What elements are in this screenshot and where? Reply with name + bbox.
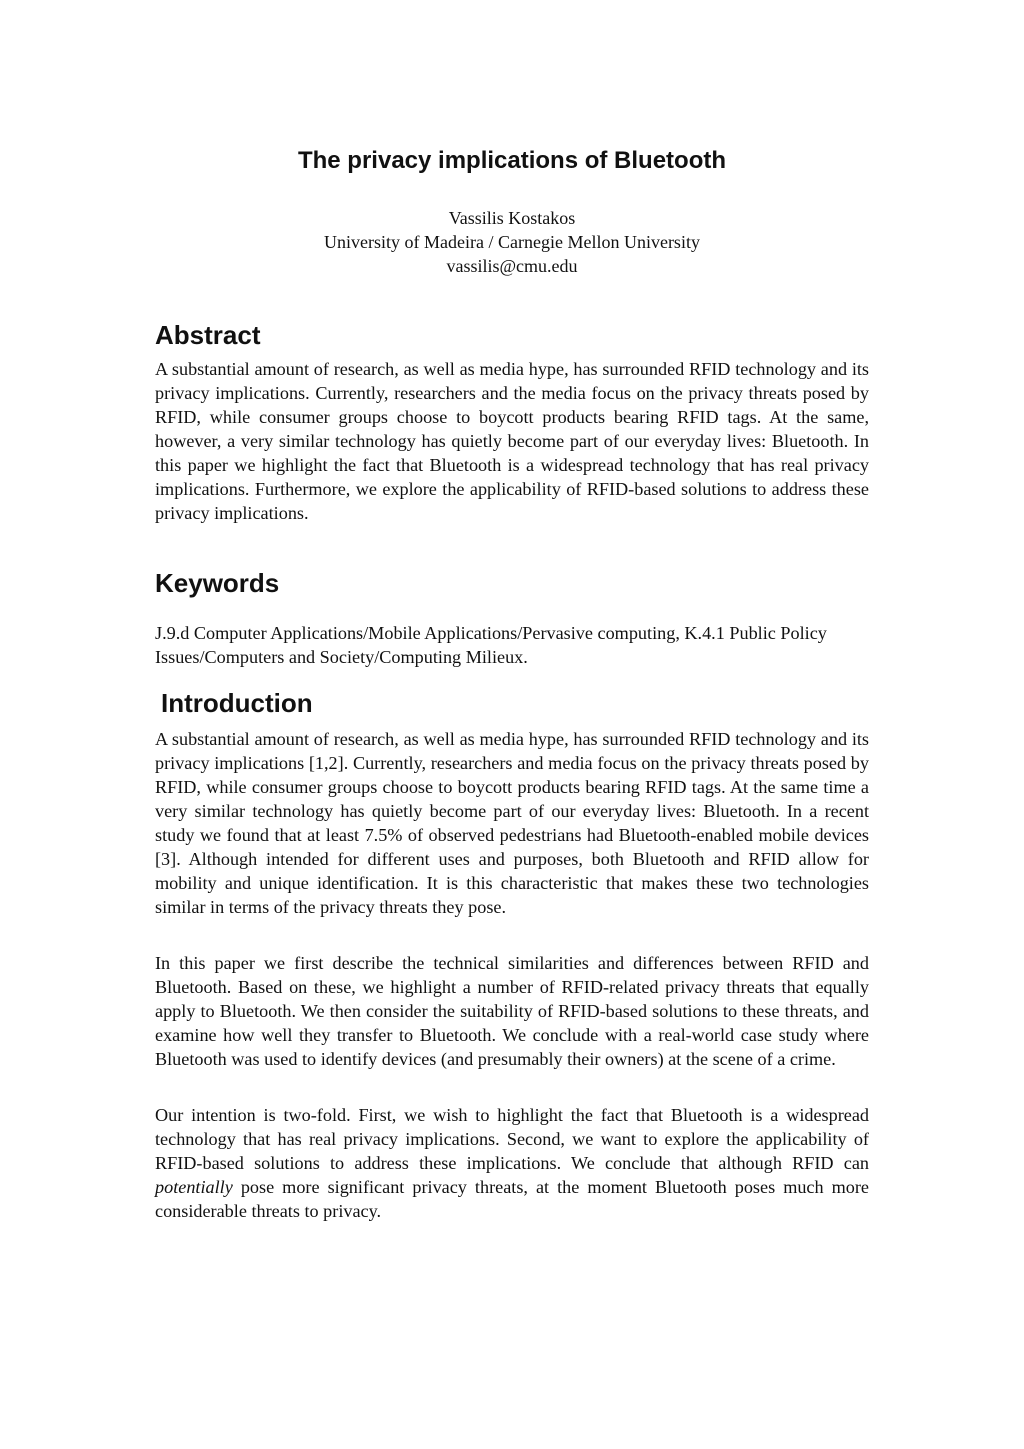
introduction-heading: Introduction (161, 688, 313, 718)
abstract-heading: Abstract (155, 320, 261, 350)
keywords-heading: Keywords (155, 568, 280, 598)
introduction-paragraph-3-part-2: pose more significant privacy threats, at the moment Bluetooth poses much more considerable threats to privacy. (155, 1177, 869, 1221)
abstract-text: A substantial amount of research, as well as media hype, has surrounded RFID technology and its privacy implications. Currently, researchers and the media focus on the privacy threats posed by RFID, while consumer groups choose to boycott products bearing RFID tags. At the same, however, a very similar technology has quietly become part of our everyday lives: Bluetooth. In this paper we highlight the fact that Bluetooth is a widespread technology that has real privacy implications. Furthermore, we explore the applicability of RFID-based solutions to address these privacy implications. (155, 359, 869, 523)
author-email: vassilis@cmu.edu (446, 256, 578, 276)
author-block (0, 206, 1024, 278)
introduction-paragraph-3-part-1: Our intention is two-fold. First, we wish to highlight the fact that Bluetooth is a widespread technology that has real privacy implications. Second, we want to explore the applicability of RFID-based solutions to address these implications. We conclude that although RFID can (155, 1105, 869, 1173)
introduction-paragraph-2: In this paper we first describe the technical similarities and differences between RFID and Bluetooth. Based on these, we highlight a number of RFID-related privacy threats that equally apply to Bluetooth. We then consider the suitability of RFID-based solutions to these threats, and examine how well they transfer to Bluetooth. We conclude with a real-world case study where Bluetooth was used to identify devices (and presumably their owners) at the scene of a crime. (155, 953, 869, 1069)
author-affiliation: University of Madeira / Carnegie Mellon University (324, 232, 700, 252)
introduction-paragraph-3 (155, 1103, 869, 1223)
keywords-text: J.9.d Computer Applications/Mobile Applications/Pervasive computing, K.4.1 Public Policy Issues/Computers and Society/Computing Milieux. (155, 623, 827, 667)
author-name: Vassilis Kostakos (448, 208, 576, 228)
paper-title: The privacy implications of Bluetooth (297, 147, 727, 174)
introduction-paragraph-1: A substantial amount of research, as well as media hype, has surrounded RFID technology and its privacy implications [1,2]. Currently, researchers and media focus on the privacy threats posed by RFID, while consumer groups choose to boycott products bearing RFID tags. At the same time a very similar technology has quietly become part of our everyday lives: Bluetooth. In a recent study we found that at least 7.5% of observed pedestrians had Bluetooth-enabled mobile devices [3]. Although intended for different uses and purposes, both Bluetooth and RFID allow for mobility and unique identification. It is this characteristic that makes these two technologies similar in terms of the privacy threats they pose. (155, 729, 869, 917)
emphasis-potentially: potentially (155, 1177, 233, 1197)
